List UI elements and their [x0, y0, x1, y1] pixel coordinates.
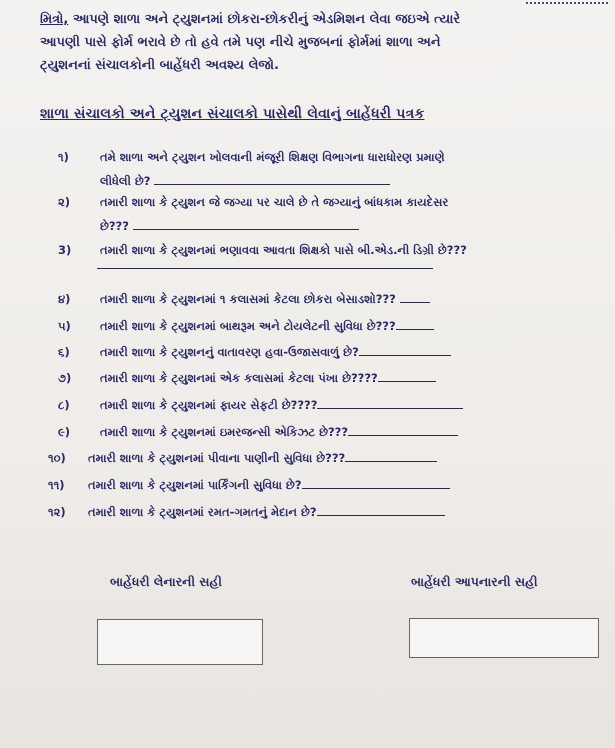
question-number: ૭): [58, 371, 72, 385]
question-text: તમારી શાળા કે ટ્યુશનમાં પીવાના પાણીની સુવિધા છે???: [88, 451, 346, 465]
question-text: તમારી શાળા કે ટ્યુશનમાં બાથરૂમ અને ટોયલેટની સુવિધા છે???: [100, 319, 396, 333]
question-number: ૯): [58, 425, 71, 439]
question-number: ૬): [58, 345, 70, 359]
question-10: [48, 450, 437, 466]
answer-line[interactable]: [302, 477, 450, 489]
question-number: ૧૨): [48, 505, 66, 519]
question-1: [58, 150, 445, 189]
answer-line[interactable]: [97, 268, 433, 269]
question-7: [58, 370, 436, 386]
question-number: ૪): [58, 292, 71, 306]
answer-line[interactable]: [317, 504, 445, 516]
question-4: [58, 291, 430, 307]
intro-paragraph: [40, 8, 590, 77]
intro-line-2: આપણી પાસે ફોર્મ ભરાવે છે તો હવે તમે પણ નીચે મુજબનાં ફોર્મમાં શાળા અને: [40, 35, 441, 50]
question-text: તમારી શાળા કે ટ્યુશન જે જગ્યા પર ચાલે છે તે જગ્યાનું બાંધકામ કાયદેસર: [100, 195, 449, 209]
question-text: તમારી શાળા કે ટ્યુશનમાં એક કલાસમાં કેટલા પંખા છે????: [100, 371, 378, 385]
question-number: ૫): [58, 319, 71, 333]
question-3: [58, 243, 467, 258]
answer-line[interactable]: [348, 424, 458, 436]
answer-line[interactable]: [359, 344, 451, 356]
receiver-signature-label: બાહેંધરી લેનારની સહી: [110, 574, 222, 589]
answer-line[interactable]: [400, 291, 430, 303]
question-text-cont: લીધેલી છે?: [100, 174, 151, 188]
answer-line[interactable]: [345, 450, 437, 462]
question-text-cont: છે???: [100, 219, 129, 233]
question-number: ૧૧): [48, 478, 65, 492]
question-text: તમારી શાળા કે ટ્યુશનનું વાતાવરણ હવા-ઉજાસવાળું છે?: [100, 345, 359, 359]
giver-signature-box[interactable]: [409, 618, 599, 658]
question-number: ૨): [58, 195, 71, 209]
question-text: તમારી શાળા કે ટ્યુશનમાં ભણાવવા આવતા શિક્ષકો પાસે બી.એડ.ની ડિગ્રી છે???: [100, 243, 467, 257]
question-2: [58, 195, 448, 234]
question-number: ૮): [58, 398, 70, 412]
question-text: તમારી શાળા કે ટ્યુશનમાં પાર્કિંગની સુવિધા છે?: [88, 478, 302, 492]
question-number: 3): [58, 243, 72, 257]
question-text: તમારી શાળા કે ટ્યુશનમાં ૧ કલાસમાં કેટલા છોકરા બેસાડશો???: [100, 292, 396, 306]
answer-line[interactable]: [133, 218, 359, 230]
answer-line[interactable]: [154, 173, 390, 185]
question-text: તમારી શાળા કે ટ્યુશનમાં રમત-ગમતનું મેદાન છે?: [88, 505, 317, 519]
question-6: [58, 344, 451, 360]
question-text: તમારી શાળા કે ટ્યુશનમાં ફાયર સેફટી છે????: [100, 398, 318, 412]
form-heading: શાળા સંચાલકો અને ટ્યુશન સંચાલકો પાસેથી લેવાનું બાહેંધરી પત્રક: [40, 106, 425, 122]
question-number: ૧): [58, 150, 69, 164]
intro-line-3: ટ્યુશનનાં સંચાલકોની બાહેંધરી અવશ્ય લેજો.: [40, 58, 279, 73]
question-12: [48, 504, 445, 520]
answer-line[interactable]: [378, 370, 436, 382]
dotted-border: [526, 2, 608, 4]
giver-signature-label: બાહેંધરી આપનારની સહી: [411, 574, 538, 589]
receiver-signature-box[interactable]: [97, 619, 263, 665]
question-text: તમે શાળા અને ટ્યુશન ખોલવાની મંજૂરી શિક્ષણ વિભાગના ધારાધોરણ પ્રમાણે: [100, 150, 445, 164]
intro-lead: મિત્રો,: [40, 12, 69, 27]
question-8: [58, 397, 463, 413]
question-text: તમારી શાળા કે ટ્યુશનમાં ઇમરજન્સી એકિઝટ છે???: [100, 425, 349, 439]
answer-line[interactable]: [396, 318, 434, 330]
question-9: [58, 424, 458, 440]
question-number: ૧૦): [48, 451, 66, 465]
question-5: [58, 318, 434, 334]
answer-line[interactable]: [317, 397, 463, 409]
question-11: [48, 477, 450, 493]
intro-line-1: [40, 8, 590, 31]
intro-line-1-text: આપણે શાળા અને ટ્યુશનમાં છોકરા-છોકરીનું એડમિશન લેવા જઇએ ત્યારે: [68, 12, 461, 27]
